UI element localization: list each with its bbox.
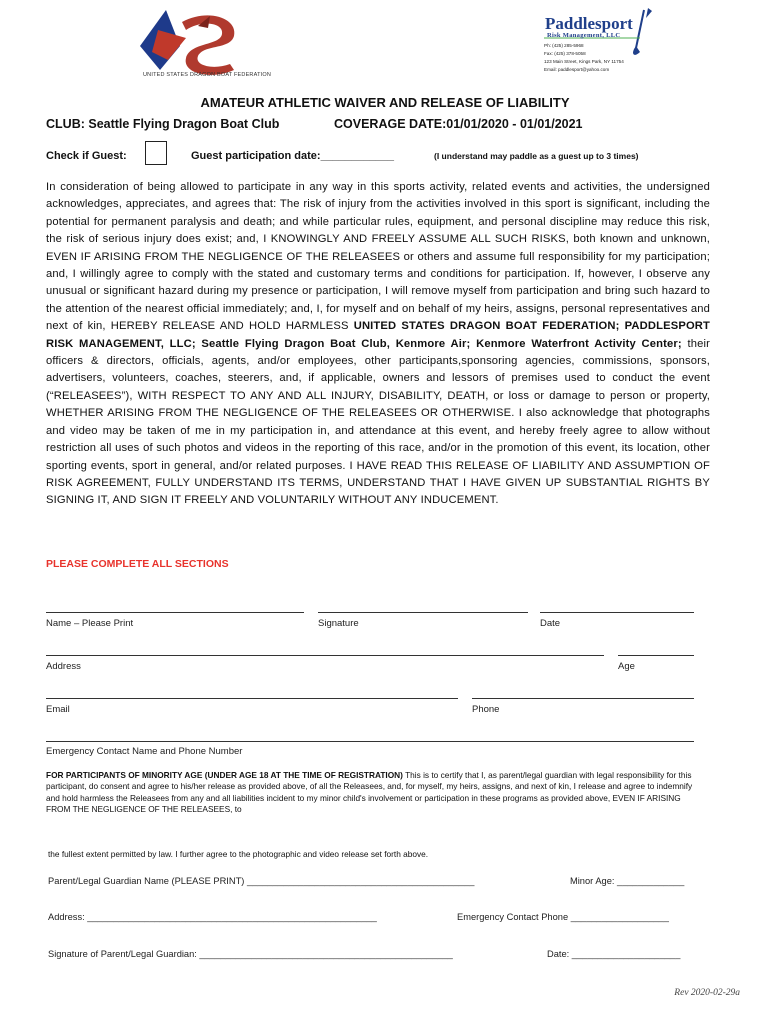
age-field[interactable] [618, 655, 694, 656]
coverage-date: COVERAGE DATE:01/01/2020 - 01/01/2021 [334, 117, 583, 131]
waiver-part-1: In consideration of being allowed to participate in any way in this sports activity, related events and activities, the undersigned acknowledges, appreciates, and agrees that: The risk of injury from the activities involved in this sport is significant, including the potential for permanent paralysis and death; and while particular rules, equipment, and personal discipline may reduce this risk, the risk of serious injury does exist; and, I KNOWINGLY AND FREELY ASSUME ALL SUCH RISKS, both known and unknown, EVEN IF ARISING FROM THE NEGLIGENCE OF THE RELEASEES or others and assume full responsibility for my participation; and, I willingly agree to comply with the stated and customary terms and conditions for participation. If, however, I observe any unusual or significant hazard during my presence or participation, I will remove myself from participation and bring such hazard to the attention of the nearest official immediately; and, I, for myself and on behalf of my heirs, assigns, personal representatives and next of kin, HEREBY RELEASE AND HOLD HARMLESS [46, 181, 710, 333]
guardian-address-field[interactable]: Address: ________________________________________________________ [48, 912, 377, 922]
guest-checkbox[interactable] [145, 141, 167, 165]
waiver-text [46, 179, 710, 510]
guardian-name-field[interactable]: Parent/Legal Guardian Name (PLEASE PRINT) ____________________________________________ [48, 876, 475, 886]
name-field[interactable] [46, 612, 304, 613]
paddlesport-fax: Fax: (425) 378-5058 [544, 51, 586, 56]
date-label: Date [540, 618, 561, 629]
guardian-emergency-phone-field[interactable]: Emergency Contact Phone ___________________ [457, 912, 669, 922]
waiver-part-2: their officers & directors, officials, agents, and/or employees, other participants,sponsoring agencies, commissions, sponsors, advertisers, volunteers, coaches, steerers, and, if applicable, owners and lessors of premises used to conduct the event (“RELEASEES”), WITH RESPECT TO ANY AND ALL INJURY, DISABILITY, DEATH, or loss or damage to person or property, WHETHER ARISING FROM THE NEGLIGENCE OF THE RELEASEES OR OTHERWISE. I also acknowledge that photographs and video may be taken of me in my participation in, and attendance at this event, and hereby freely agree to allow without restriction all uses of such photos and videos in the reporting of this race, and/or in the promotion of this event, its location, other sporting events, sport in general, and/or related purposes. I HAVE READ THIS RELEASE OF LIABILITY AND ASSUMPTION OF RISK AGREEMENT, FULLY UNDERSTAND ITS TERMS, UNDERSTAND THAT I HAVE GIVEN UP SUBSTANTIAL RIGHTS BY SIGNING IT, AND SIGN IT FREELY AND VOLUNTARILY WITHOUT ANY INDUCEMENT. [46, 337, 710, 507]
email-field[interactable] [46, 698, 458, 699]
guest-label: Check if Guest: [46, 150, 127, 162]
usdbf-caption: UNITED STATES DRAGON BOAT FEDERATION [143, 72, 272, 78]
email-label: Email [46, 704, 70, 715]
phone-label: Phone [472, 704, 500, 715]
minor-age-field[interactable]: Minor Age: _____________ [570, 876, 685, 886]
minor-body: This is to certify that I, as parent/legal guardian with legal responsibility for this participant, do consent and agree to his/her release as provided above, of all the Releasees, and, for myself, my heirs, assigns, and next of kin, I release and agree to indemnify and hold harmless the Releasees from any and all liabilities incident to my minor child's involvement or participation in these programs as provided above, EVEN IF ARISING FROM THE NEGLIGENCE OF THE RELEASEES, to [46, 770, 693, 814]
emergency-contact-label: Emergency Contact Name and Phone Number [46, 746, 243, 757]
complete-all-notice: PLEASE COMPLETE ALL SECTIONS [46, 558, 229, 570]
waiver-releasees-bold: UNITED STATES DRAGON BOAT FEDERATION; PADDLESPORT RISK MANAGEMENT, LLC; Seattle Flying Dragon Boat Club, Kenmore Air; Kenmore Waterfront Activity Center; [46, 320, 711, 350]
minor-heading: FOR PARTICIPANTS OF MINORITY AGE (UNDER AGE 18 AT THE TIME OF REGISTRATION) [46, 770, 403, 780]
minor-consent-tail: the fullest extent permitted by law. I further agree to the photographic and video release set forth above. [48, 849, 429, 859]
revision-label: Rev 2020-02-29a [674, 988, 740, 998]
signature-label: Signature [318, 618, 359, 629]
address-label: Address [46, 661, 81, 672]
age-label: Age [618, 661, 635, 672]
name-label: Name – Please Print [46, 618, 134, 629]
signature-field[interactable] [318, 612, 528, 613]
paddlesport-address: 123 Main Street, Kings Park, NY 11754 [544, 59, 624, 64]
emergency-contact-field[interactable] [46, 741, 694, 742]
guardian-signature-field[interactable]: Signature of Parent/Legal Guardian: _________________________________________________ [48, 949, 453, 959]
address-field[interactable] [46, 655, 604, 656]
club-line: CLUB: Seattle Flying Dragon Boat Club [46, 117, 280, 131]
document-title: AMATEUR ATHLETIC WAIVER AND RELEASE OF LIABILITY [200, 95, 570, 110]
guest-note: (I understand may paddle as a guest up to 3 times) [434, 151, 639, 161]
guardian-date-field[interactable]: Date: _____________________ [547, 949, 681, 959]
minor-consent-text [46, 770, 696, 815]
paddlesport-phone: Ph: (425) 285-5968 [544, 43, 584, 48]
paddlesport-email: Email: paddlesport@yahoo.com [544, 67, 610, 72]
phone-field[interactable] [472, 698, 694, 699]
date-field[interactable] [540, 612, 694, 613]
guest-participation-date[interactable]: Guest participation date:____________ [191, 150, 394, 162]
paddlesport-name: Paddlesport [545, 14, 633, 33]
paddlesport-subtitle: Risk Management, LLC [547, 32, 621, 39]
